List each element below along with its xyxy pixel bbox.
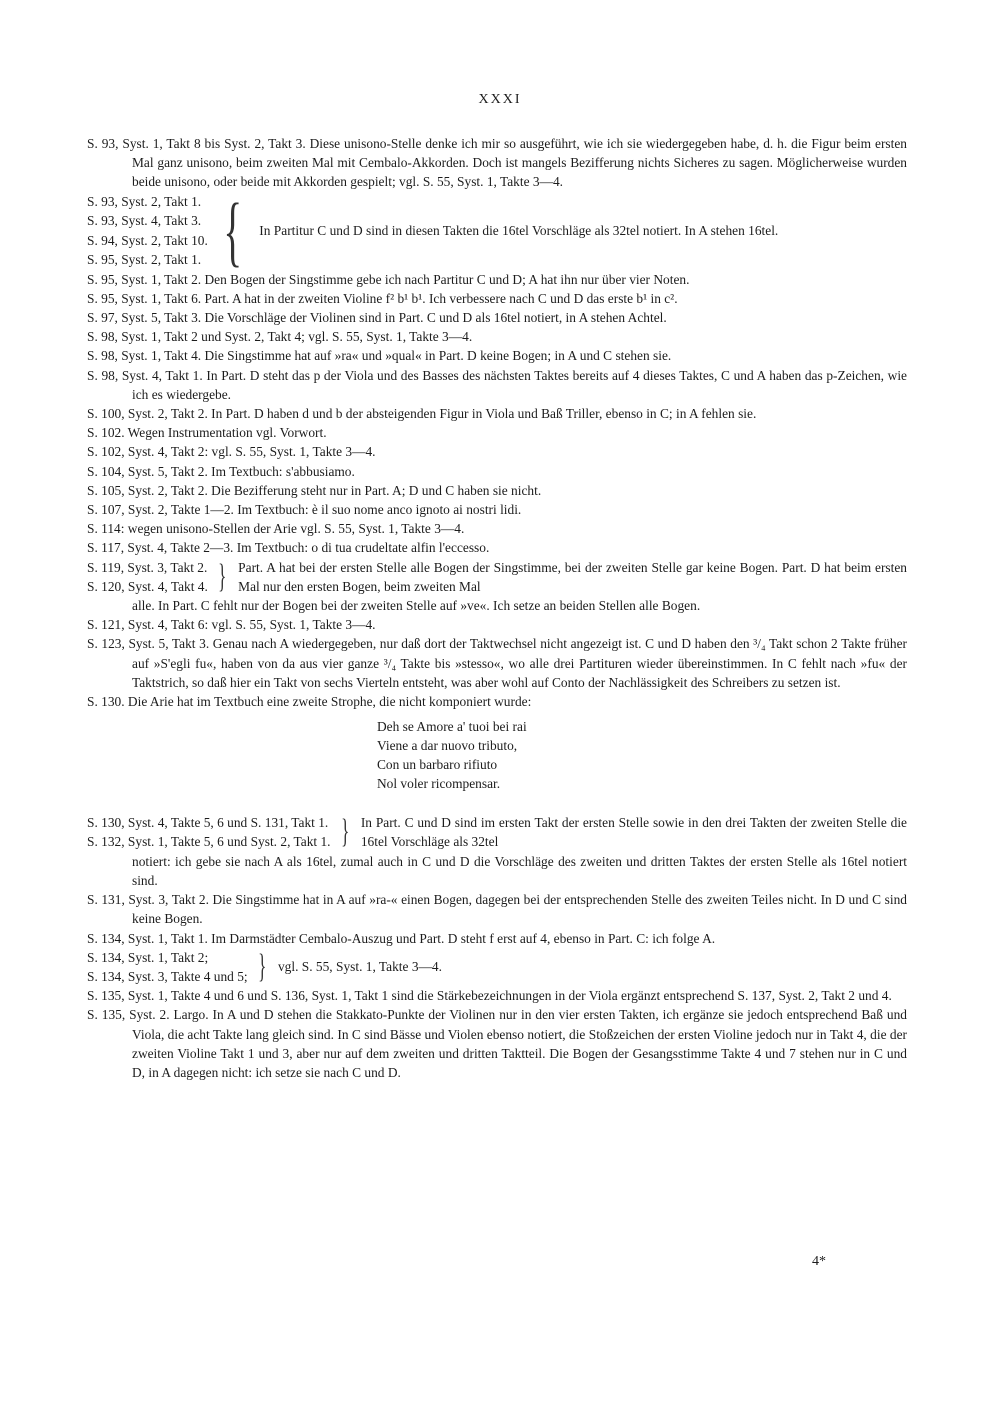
- note-entry: S. 104, Syst. 5, Takt 2. Im Textbuch: s'abbusiamo.: [87, 463, 355, 479]
- poem-stanza: [377, 717, 907, 793]
- reference: S. 93, Syst. 4, Takt 3.: [87, 213, 202, 229]
- note-group: [87, 186, 907, 274]
- page-number: XXXI: [478, 92, 522, 107]
- reference: S. 132, Syst. 1, Takte 5, 6 und Syst. 2, Takt 1.: [87, 834, 331, 850]
- group-note-continuation: notiert: ich gebe sie nach A als 16tel, zumal auch in C und D die Vorschläge des zweiten und dritten Taktes der ersten Stelle als 16tel notiert sind.: [132, 853, 907, 888]
- note-entry: S. 93, Syst. 1, Takt 8 bis Syst. 2, Takt 3. Diese unisono-Stelle denke ich mir so ausgeführt, wie ich sie wiedergegeben habe, d. h. die Figur beim ersten Mal ganz unisono, beim zweiten Mal mit Cembalo-Akkorden. Doch ist mangels Bezifferung nichts Sicheres zu sagen. Möglicherweise wurden beide unisono, oder beide mit Akkorden gespielt; vgl. S. 55, Syst. 1, Takte 3—4.: [87, 136, 907, 190]
- reference: S. 130, Syst. 4, Takte 5, 6 und S. 131, Takt 1.: [87, 815, 329, 831]
- reference: S. 95, Syst. 2, Takt 1.: [87, 251, 202, 267]
- reference: S. 134, Syst. 3, Takte 4 und 5;: [87, 968, 248, 984]
- poem-line: Deh se Amore a' tuoi bei rai: [377, 719, 527, 735]
- reference: S. 119, Syst. 3, Takt 2.: [87, 559, 208, 575]
- reference: S. 94, Syst. 2, Takt 10.: [87, 232, 208, 248]
- group-references: [87, 948, 248, 986]
- note-entry: S. 107, Syst. 2, Takte 1—2. Im Textbuch: è il suo nome anco ignoto ai nostri lidi.: [87, 502, 522, 518]
- group-note: Part. A hat bei der ersten Stelle alle Bogen der Singstimme, bei der zweiten Stelle gar keine Bogen. Part. D hat beim ersten Mal nur den ersten Bogen, beim zweiten Mal: [238, 559, 907, 594]
- brace-glyph: }: [257, 947, 266, 985]
- group-note: In Partitur C und D sind in diesen Takten die 16tel Vorschläge als 32tel notiert. In A stehen 16tel.: [259, 223, 779, 238]
- group-note: vgl. S. 55, Syst. 1, Takte 3—4.: [277, 959, 442, 975]
- group-note-continuation: alle. In Part. C fehlt nur der Bogen bei der zweiten Stelle auf »ve«. Ich setze an beiden Stellen alle Bogen.: [132, 598, 701, 614]
- poem-line: Con un barbaro rifiuto: [377, 757, 498, 773]
- note-entry: S. 135, Syst. 1, Takte 4 und 6 und S. 136, Syst. 1, Takt 1 sind die Stärkebezeichnungen in der Viola ergänzt entsprechend S. 137, Syst. 2, Takt 2 und 4.: [87, 988, 892, 1004]
- note-entry: S. 95, Syst. 1, Takt 2. Den Bogen der Singstimme gebe ich nach Partitur C und D; A hat ihn nur über vier Noten.: [87, 271, 690, 287]
- note-entry: S. 105, Syst. 2, Takt 2. Die Bezifferung steht nur in Part. A; D und C haben sie nicht.: [87, 482, 542, 498]
- group-references: [87, 558, 208, 596]
- group-references: [87, 813, 331, 851]
- reference: S. 134, Syst. 1, Takt 2;: [87, 949, 209, 965]
- note-entry: S. 121, Syst. 4, Takt 6: vgl. S. 55, Syst. 1, Takte 3—4.: [87, 617, 376, 633]
- reference: S. 93, Syst. 2, Takt 1.: [87, 194, 202, 210]
- critical-notes: [87, 134, 907, 1082]
- note-entry: S. 97, Syst. 5, Takt 3. Die Vorschläge der Violinen sind in Part. C und D als 16tel notiert, in A stehen Achtel.: [87, 310, 667, 326]
- note-entry: S. 102. Wegen Instrumentation vgl. Vorwort.: [87, 425, 327, 441]
- note-entry: S. 98, Syst. 4, Takt 1. In Part. D steht das p der Viola und des Basses des nächsten Taktes bereits auf 4 dieses Taktes, C und A haben das p-Zeichen, wie ich es wiedergebe.: [87, 367, 907, 402]
- note-entry: S. 98, Syst. 1, Takt 2 und Syst. 2, Takt 4; vgl. S. 55, Syst. 1, Takte 3—4.: [87, 329, 473, 345]
- reference: S. 120, Syst. 4, Takt 4.: [87, 578, 208, 594]
- note-entry: S. 114: wegen unisono-Stellen der Arie vgl. S. 55, Syst. 1, Takte 3—4.: [87, 521, 465, 537]
- brace-glyph: {: [223, 186, 242, 274]
- note-entry: S. 123, Syst. 5, Takt 3. Genau nach A wiedergegeben, nur daß dort der Taktwechsel nicht angezeigt ist. C und D haben den ³/₄ Takt schon 2 Takte früher auf »S'egli fu«, haben von da aus vier ganze ³/₄ Takte bis »stesso«, wo alle drei Partituren wieder übereinstimmen. In C fehlt nach »fu« der Taktstrich, so daß hier ein Takt von sechs Vierteln entsteht, was aber wohl auf Conto der Nachlässigkeit des Schreibers zu setzen ist.: [87, 636, 907, 690]
- note-entry: S. 100, Syst. 2, Takt 2. In Part. D haben d und b der absteigenden Figur in Viola und Baß Triller, ebenso in C; in A fehlen sie.: [87, 406, 757, 422]
- group-note: In Part. C und D sind im ersten Takt der ersten Stelle sowie in den drei Takten der zweiten Stelle die 16tel Vorschläge als 32tel: [360, 815, 907, 850]
- note-entry: S. 130. Die Arie hat im Textbuch eine zweite Strophe, die nicht komponiert wurde:: [87, 694, 532, 710]
- note-entry: S. 134, Syst. 1, Takt 1. Im Darmstädter Cembalo-Auszug und Part. D steht f erst auf 4, ebenso in Part. C: ich folge A.: [87, 930, 716, 946]
- brace-glyph: }: [217, 557, 227, 595]
- note-entry: S. 117, Syst. 4, Takte 2—3. Im Textbuch: o di tua crudeltate alfin l'eccesso.: [87, 540, 490, 556]
- note-entry: S. 131, Syst. 3, Takt 2. Die Singstimme hat in A auf »ra-« einen Bogen, dagegen bei der entsprechenden Stelle des zweiten Teiles nicht. In D und C sind keine Bogen.: [87, 892, 907, 927]
- note-entry: S. 98, Syst. 1, Takt 4. Die Singstimme hat auf »ra« und »qual« in Part. D keine Bogen; in A und C stehen sie.: [87, 348, 672, 364]
- note-group: [87, 813, 907, 851]
- note-group: [87, 948, 907, 986]
- signature-mark: 4*: [812, 1254, 826, 1269]
- note-entry: S. 102, Syst. 4, Takt 2: vgl. S. 55, Syst. 1, Takte 3—4.: [87, 444, 376, 460]
- group-references: [87, 192, 208, 269]
- poem-line: Nol voler ricompensar.: [377, 776, 501, 792]
- note-entry: S. 135, Syst. 2. Largo. In A und D stehen die Stakkato-Punkte der Violinen nur in den vier ersten Takten, ich ergänze sie jedoch entsprechend Baß und Viola, die acht Takte lang gleich sind. In C sind Bässe und Violen ebenso notiert, die Stoßzeichen der ersten Violine jedoch nur in Takt 4, die der zweiten Violine Takt 1 und 3, aber nur auf dem zweiten und dritten Taktteil. Die Bogen der Gesangsstimme Takte 4 und 7 stehen nur in C und D, in A dagegen nicht: ich setze sie nach C und D.: [87, 1007, 907, 1080]
- note-entry: S. 95, Syst. 1, Takt 6. Part. A hat in der zweiten Violine f² b¹ b¹. Ich verbessere nach C und D das erste b¹ in c².: [87, 290, 678, 306]
- note-group: [87, 558, 907, 596]
- brace-glyph: }: [340, 813, 349, 851]
- poem-line: Viene a dar nuovo tributo,: [377, 738, 518, 754]
